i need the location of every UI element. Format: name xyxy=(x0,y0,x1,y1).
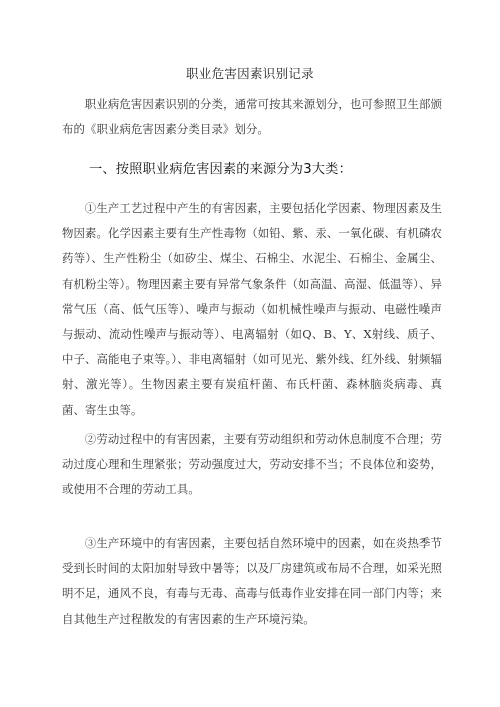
paragraph-environment-factors: ③生产环境中的有害因素，主要包括自然环境中的因素，如在炎热季节受到长时间的太阳加射导致中暑等；以及厂房建筑或布局不合理，如采光照明不足，通风不良，有毒与无毒、高毒与低毒作业安排在同一部门内等；来自其他生产过程散发的有害因素的生产环境污染。 xyxy=(62,536,442,626)
intro-paragraph: 职业病危害因素识别的分类，通常可按其来源划分，也可参照卫生部颁布的《职业病危害因素分类目录》划分。 xyxy=(62,97,442,137)
paragraph-process-factors: ①生产工艺过程中产生的有害因素，主要包括化学因素、物理因素及生物因素。化学因素主要有生产性毒物（如铅、紫、汞、一氧化碳、有机磷农药等）、生产性粉尘（如矽尘、煤尘、石棉尘、水泥尘、石棉尘、金属尘、有机粉尘等）。物理因素主要有异常气象条件（如高温、高湿、低温等）、异常气压（高、低气压等）、噪声与振动（如机械性噪声与振动、电磁性噪声与振动、流动性噪声与振动等）、电离辐射（如Q、B、Y、X射线、质子、中子、高能电子束等。）、非电离辐射（如可见光、紫外线、红外线、射频辐射、激光等）。生物因素主要有炭疽杆菌、布氏杆菌、森林脑炎病毒、真菌、寄生虫等。 xyxy=(62,201,442,417)
section-heading: 一、按照职业病危害因素的来源分为3大类： xyxy=(89,162,352,177)
document-title: 职业危害因素识别记录 xyxy=(185,66,314,81)
paragraph-labor-factors: ②劳动过程中的有害因素，主要有劳动组织和劳动休息制度不合理；劳动过度心理和生理紧张；劳动强度过大，劳动安排不当；不良体位和姿势，或使用不合理的劳动工具。 xyxy=(62,432,442,497)
